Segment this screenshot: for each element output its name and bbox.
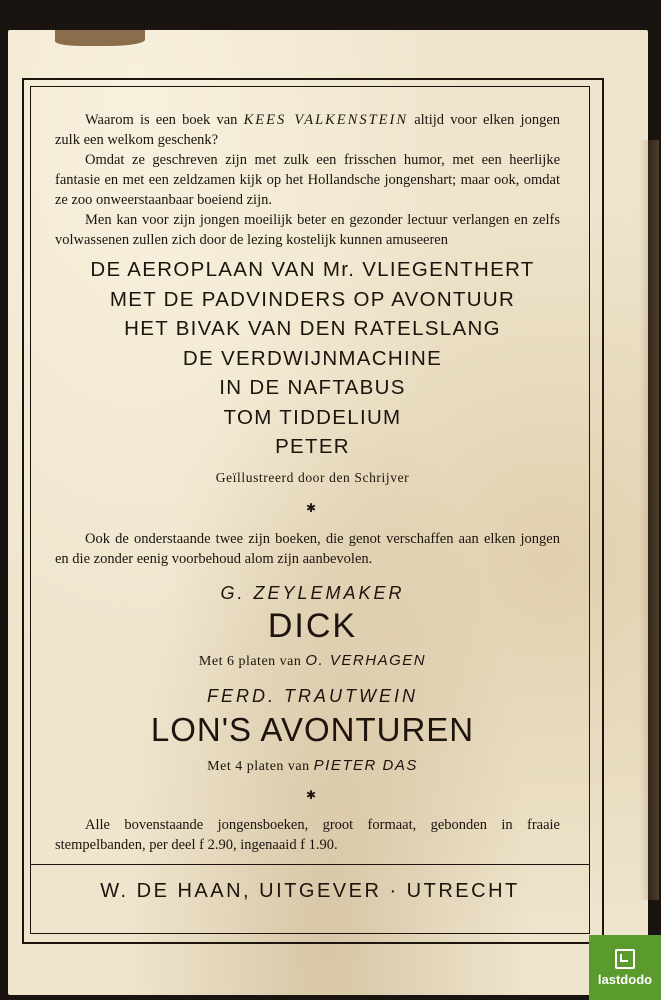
intro-question — [55, 110, 560, 150]
book2-title: LON'S AVONTUREN — [150, 711, 475, 748]
book2-plates — [40, 757, 585, 775]
book1-artist: O. VERHAGEN — [305, 652, 427, 669]
lastdodo-logo-icon — [615, 949, 635, 969]
intro-answer: Omdat ze geschreven zijn met zulk een frisschen humor, met een heerlijke fantasie en met een zeldzamen kijk op het Hollandsche jongenshart; maar ook, omdat ze zoo onweerstaanbaar boeiend zijn. — [55, 152, 560, 208]
torn-paper-edge — [55, 30, 145, 46]
closing-text — [55, 815, 560, 855]
logo-text: lastdodo — [597, 971, 653, 987]
paper-stain — [639, 140, 659, 900]
price-paragraph: Alle bovenstaande jongensboeken, groot formaat, gebonden in fraaie stempelbanden, per deel f 2.90, ingenaaid f 1.90. — [55, 817, 560, 853]
star-ornament: ✱ — [305, 788, 317, 802]
book1-title: DICK — [267, 607, 358, 645]
lastdodo-logo[interactable] — [589, 935, 661, 1000]
illustration-credit: Geïllustreerd door den Schrijver — [215, 470, 410, 485]
book1-plates — [40, 652, 585, 670]
divider-rule — [30, 864, 590, 865]
book-title-list — [40, 255, 585, 462]
intro-text — [55, 110, 560, 250]
book-title: PETER — [275, 435, 350, 458]
other-books-text — [55, 529, 560, 569]
intro-question-end: altijd voor elken jongen zulk een welkom geschenk? — [55, 112, 561, 148]
book2-author: FERD. TRAUTWEIN — [207, 686, 418, 706]
book2-artist: PIETER DAS — [313, 757, 418, 774]
book1-author: G. ZEYLEMAKER — [220, 583, 405, 603]
book-title: HET BIVAK VAN DEN RATELSLANG — [124, 317, 501, 340]
book-title: DE AEROPLAAN VAN Mr. VLIEGENTHERT — [90, 258, 535, 281]
book-title: IN DE NAFTABUS — [219, 376, 406, 399]
book-title: DE VERDWIJNMACHINE — [182, 346, 443, 370]
book-title: MET DE PADVINDERS OP AVONTUUR — [109, 287, 516, 311]
book2-plates-text: Met 4 platen van — [207, 759, 314, 774]
intro-recommendation: Men kan voor zijn jongen moeilijk beter en gezonder lectuur verlangen en zelfs volwassenen zullen zich door de lezing kostelijk kunnen amuseeren — [55, 212, 560, 248]
book1-plates-text: Met 6 platen van — [198, 654, 306, 669]
author-name: KEES VALKENSTEIN — [243, 112, 409, 128]
publisher-imprint: W. DE HAAN, UITGEVER · UTRECHT — [100, 880, 520, 902]
intro-question-start: Waarom is een boek van — [85, 112, 244, 128]
star-ornament: ✱ — [305, 501, 317, 515]
other-books-paragraph: Ook de onderstaande twee zijn boeken, die genot verschaffen aan elken jongen en die zonder eenig voorbehoud alom zijn aanbevolen. — [55, 531, 560, 567]
book-title: TOM TIDDELIUM — [223, 405, 402, 429]
